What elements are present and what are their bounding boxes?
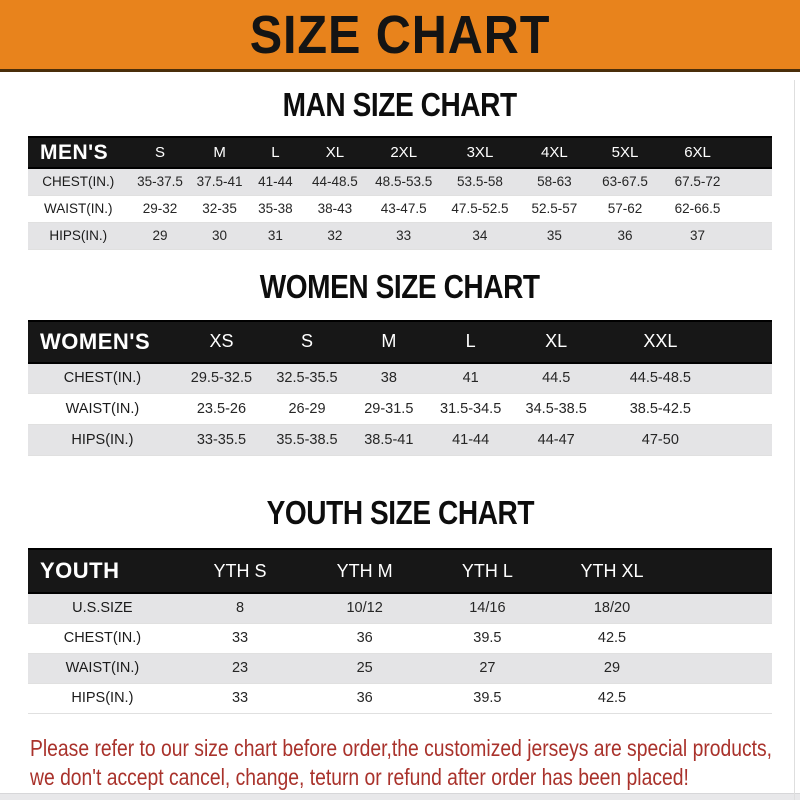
row-label: HIPS(IN.) <box>71 690 134 706</box>
group-label-youth: YOUTH <box>28 549 177 593</box>
size-value: 37 <box>690 228 706 243</box>
size-row <box>28 593 772 623</box>
column-header: XXL <box>601 321 720 363</box>
size-value: 52.5-57 <box>531 201 578 216</box>
section-title-wrap-youth <box>0 496 800 530</box>
column-header: 5XL <box>590 137 661 168</box>
row-filler <box>675 593 772 623</box>
section-title-men: MAN SIZE CHART <box>282 86 518 123</box>
group-label-men: MEN'S <box>28 137 128 168</box>
row-label: CHEST(IN.) <box>63 630 142 646</box>
size-table-men <box>28 136 772 250</box>
size-value: 39.5 <box>473 630 502 646</box>
size-table-youth <box>28 548 772 714</box>
size-value: 32.5-35.5 <box>276 370 338 387</box>
size-value: 38-43 <box>317 201 353 216</box>
size-value: 8 <box>235 600 245 617</box>
row-label: WAIST(IN.) <box>65 660 140 676</box>
size-chart-banner-title: SIZE CHART <box>249 4 551 65</box>
size-value: 32 <box>327 228 343 243</box>
table-header-row <box>28 321 772 363</box>
table-header-row <box>28 137 772 168</box>
size-value: 33 <box>231 630 249 646</box>
size-value: 35-38 <box>258 201 293 216</box>
size-value: 42.5 <box>597 690 627 706</box>
size-value: 30 <box>212 228 228 243</box>
size-row <box>28 363 772 394</box>
size-value: 27 <box>479 660 496 676</box>
column-header: S <box>128 137 191 168</box>
column-header: XL <box>303 137 366 168</box>
row-label: CHEST(IN.) <box>63 370 142 387</box>
size-value: 47.5-52.5 <box>451 201 509 216</box>
size-value: 53.5-58 <box>457 174 503 190</box>
row-filler <box>735 195 772 222</box>
header-filler <box>720 321 772 363</box>
size-chart-section-men <box>0 88 800 250</box>
size-table-women <box>28 320 772 457</box>
size-value: 36 <box>617 228 633 243</box>
size-value: 36 <box>356 690 373 706</box>
row-filler <box>735 168 772 195</box>
size-value: 23 <box>231 660 249 676</box>
size-value: 42.5 <box>597 630 627 646</box>
column-header: M <box>348 321 430 363</box>
column-header: S <box>266 321 348 363</box>
disclaimer-line-2: we don't accept cancel, change, teturn or refund after order has been placed! <box>30 763 689 790</box>
size-value: 44-48.5 <box>311 174 358 190</box>
section-title-youth: YOUTH SIZE CHART <box>266 494 534 531</box>
size-value: 10/12 <box>346 600 383 617</box>
size-value: 34.5-38.5 <box>525 401 587 417</box>
size-value: 43-47.5 <box>380 201 427 216</box>
size-value: 26-29 <box>288 401 326 417</box>
disclaimer <box>0 734 800 792</box>
size-value: 33-35.5 <box>196 432 247 448</box>
bottom-strip <box>0 793 800 800</box>
table-header-row <box>28 549 772 593</box>
size-value: 33 <box>396 228 412 243</box>
size-value: 44.5-48.5 <box>629 370 691 387</box>
row-filler <box>720 363 772 394</box>
size-value: 31 <box>267 228 283 243</box>
column-header: YTH M <box>303 549 426 593</box>
size-row <box>28 683 772 713</box>
row-label: WAIST(IN.) <box>43 201 113 216</box>
size-chart-section-youth <box>0 496 800 714</box>
size-value: 58-63 <box>537 174 572 190</box>
size-value: 14/16 <box>469 600 506 617</box>
row-label: CHEST(IN.) <box>42 174 115 190</box>
size-value: 34 <box>472 228 488 243</box>
size-chart-sections <box>0 88 800 714</box>
size-value: 62-66.5 <box>674 201 721 216</box>
size-value: 29 <box>603 660 621 676</box>
row-label: WAIST(IN.) <box>65 401 140 417</box>
disclaimer-line-1: Please refer to our size chart before order,the customized jerseys are special products, <box>30 734 773 761</box>
size-row <box>28 623 772 653</box>
row-filler <box>735 222 772 249</box>
column-header: YTH L <box>426 549 549 593</box>
size-value: 38.5-42.5 <box>629 401 691 417</box>
size-row <box>28 653 772 683</box>
size-value: 29-31.5 <box>364 401 414 417</box>
column-header: L <box>247 137 303 168</box>
row-filler <box>720 425 772 456</box>
size-chart-banner <box>0 0 800 72</box>
size-value: 35 <box>546 228 562 243</box>
column-header: 3XL <box>441 137 519 168</box>
size-value: 35-37.5 <box>137 174 183 190</box>
group-label-women: WOMEN'S <box>28 321 177 363</box>
size-value: 41-44 <box>258 174 293 190</box>
row-label: U.S.SIZE <box>72 600 133 617</box>
section-title-wrap-women <box>0 267 800 305</box>
size-row <box>28 195 772 222</box>
size-value: 33 <box>231 690 249 706</box>
size-value: 41-44 <box>452 432 490 448</box>
row-filler <box>720 394 772 425</box>
size-value: 36 <box>356 630 373 646</box>
size-value: 29 <box>152 228 168 243</box>
header-filler <box>735 137 772 168</box>
size-value: 63-67.5 <box>602 174 648 190</box>
size-value: 41 <box>462 370 479 387</box>
size-row <box>28 425 772 456</box>
size-value: 32-35 <box>202 201 237 216</box>
size-value: 31.5-34.5 <box>440 401 502 417</box>
size-value: 47-50 <box>641 432 679 448</box>
row-filler <box>675 683 772 713</box>
size-value: 25 <box>356 660 373 676</box>
column-header: 2XL <box>367 137 441 168</box>
section-title-women: WOMEN SIZE CHART <box>260 267 540 305</box>
column-header: 4XL <box>519 137 590 168</box>
size-value: 23.5-26 <box>196 401 247 417</box>
size-value: 29-32 <box>142 201 178 216</box>
header-filler <box>675 549 772 593</box>
row-filler <box>675 653 772 683</box>
size-value: 44.5 <box>542 370 571 387</box>
size-value: 38 <box>380 370 397 387</box>
column-header: L <box>430 321 512 363</box>
section-title-wrap-men <box>0 88 800 122</box>
size-value: 18/20 <box>593 600 631 617</box>
size-value: 44-47 <box>537 432 575 448</box>
size-value: 67.5-72 <box>674 174 721 190</box>
column-header: XS <box>177 321 266 363</box>
size-value: 48.5-53.5 <box>375 174 433 190</box>
row-label: HIPS(IN.) <box>49 228 108 243</box>
size-row <box>28 168 772 195</box>
size-value: 57-62 <box>607 201 643 216</box>
column-header: XL <box>512 321 601 363</box>
size-value: 37.5-41 <box>196 174 243 190</box>
size-value: 38.5-41 <box>364 432 414 448</box>
row-label: HIPS(IN.) <box>71 432 134 448</box>
size-value: 39.5 <box>473 690 502 706</box>
column-header: 6XL <box>660 137 734 168</box>
size-row <box>28 394 772 425</box>
size-row <box>28 222 772 249</box>
size-chart-section-women <box>0 267 800 457</box>
row-filler <box>675 623 772 653</box>
column-header: YTH XL <box>549 549 675 593</box>
column-header: YTH S <box>177 549 303 593</box>
size-value: 29.5-32.5 <box>190 370 253 387</box>
size-value: 35.5-38.5 <box>276 432 338 448</box>
column-header: M <box>192 137 248 168</box>
